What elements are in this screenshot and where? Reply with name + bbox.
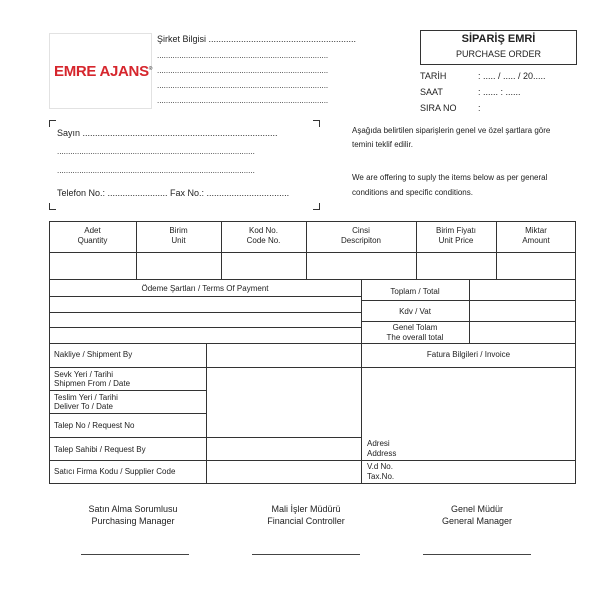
form-title: SİPARİŞ EMRİ	[461, 33, 536, 45]
payment-terms-label: Ödeme Şartları / Terms Of Payment	[141, 284, 269, 293]
column-header-description: Cinsi Descripiton	[340, 226, 381, 245]
bracket-corner	[313, 120, 320, 127]
intro-text: We are offering to suply the items below as per general	[352, 173, 548, 182]
date-label: TARİH	[420, 71, 447, 81]
column-header-unit-price: Birim Fiyatı Unit Price	[436, 226, 476, 245]
date-value: : ..... / ..... / 20.....	[478, 71, 546, 81]
signature-purchasing: Satın Alma Sorumlusu Purchasing Manager	[88, 504, 178, 526]
section-divider	[469, 280, 470, 344]
company-info-line: .............................................................................	[157, 66, 329, 75]
row-divider	[361, 300, 576, 301]
ship-from-label: Sevk Yeri / Tarihi Shipmen From / Date	[54, 370, 131, 388]
recipient-line: .........................................................................................	[57, 166, 255, 175]
time-label: SAAT	[420, 87, 443, 97]
company-info-line: .............................................................................	[157, 51, 329, 60]
request-no-label: Talep No / Request No	[54, 421, 135, 430]
row-divider	[49, 460, 576, 461]
request-by-label: Talep Sahibi / Request By	[54, 445, 146, 454]
signature-financial: Mali İşler Müdürü Financial Controller	[267, 504, 345, 526]
company-logo: EMRE AJANS®	[54, 63, 153, 80]
total-label: Toplam / Total	[390, 287, 440, 296]
signature-line	[423, 554, 531, 555]
time-value: : ...... : ......	[478, 87, 521, 97]
vat-label: Kdv / Vat	[399, 307, 431, 316]
bracket-corner	[313, 203, 320, 210]
column-header-amount: Miktar Amount	[522, 226, 550, 245]
row-divider	[49, 296, 361, 297]
row-divider	[49, 390, 206, 391]
signature-line	[252, 554, 360, 555]
recipient-line: .........................................................................................	[57, 147, 255, 156]
section-divider	[361, 344, 362, 484]
column-header-code: Kod No. Code No.	[246, 226, 281, 245]
supplier-code-label: Satıcı Firma Kodu / Supplier Code	[54, 467, 176, 476]
column-header-quantity: Adet Quantity	[77, 226, 108, 245]
column-header-unit: Birim Unit	[169, 226, 188, 245]
intro-text: temini teklif edilir.	[352, 140, 413, 149]
company-info-line: .............................................................................	[157, 81, 329, 90]
section-divider	[206, 344, 207, 484]
order-no-value: :	[478, 103, 481, 113]
invoice-label: Fatura Bilgileri / Invoice	[426, 350, 511, 359]
bracket-corner	[49, 203, 56, 210]
row-divider	[49, 327, 361, 328]
grand-total-label: Genel Tolam The overall total	[386, 323, 444, 342]
deliver-to-label: Teslim Yeri / Tarihi Deliver To / Date	[54, 393, 118, 411]
bracket-corner	[49, 120, 56, 127]
order-no-label: SIRA NO	[420, 103, 457, 113]
row-divider	[49, 367, 576, 368]
phone-fax-line: Telefon No.: ........................ Fax No.: .................................	[57, 188, 290, 198]
company-info-label: Şirket Bilgisi ...........................................................	[157, 34, 357, 44]
company-info-line: .............................................................................	[157, 96, 329, 105]
recipient-line: Sayın ..............................................................................	[57, 128, 278, 138]
intro-text: conditions and specific conditions.	[352, 188, 473, 197]
intro-text: Aşağıda belirtilen siparişlerin genel ve özel şartlara göre	[352, 126, 551, 135]
signature-general: Genel Müdür General Manager	[441, 504, 513, 526]
row-divider	[49, 312, 361, 313]
tax-no-label: V.d No. Tax.No.	[367, 462, 395, 481]
signature-line	[81, 554, 189, 555]
form-subtitle: PURCHASE ORDER	[455, 49, 541, 59]
row-divider	[361, 321, 576, 322]
row-divider	[49, 413, 206, 414]
shipment-by-label: Nakliye / Shipment By	[54, 350, 133, 359]
row-divider	[49, 437, 361, 438]
address-label: Adresi Address	[367, 439, 397, 458]
shipping-section	[49, 344, 576, 484]
